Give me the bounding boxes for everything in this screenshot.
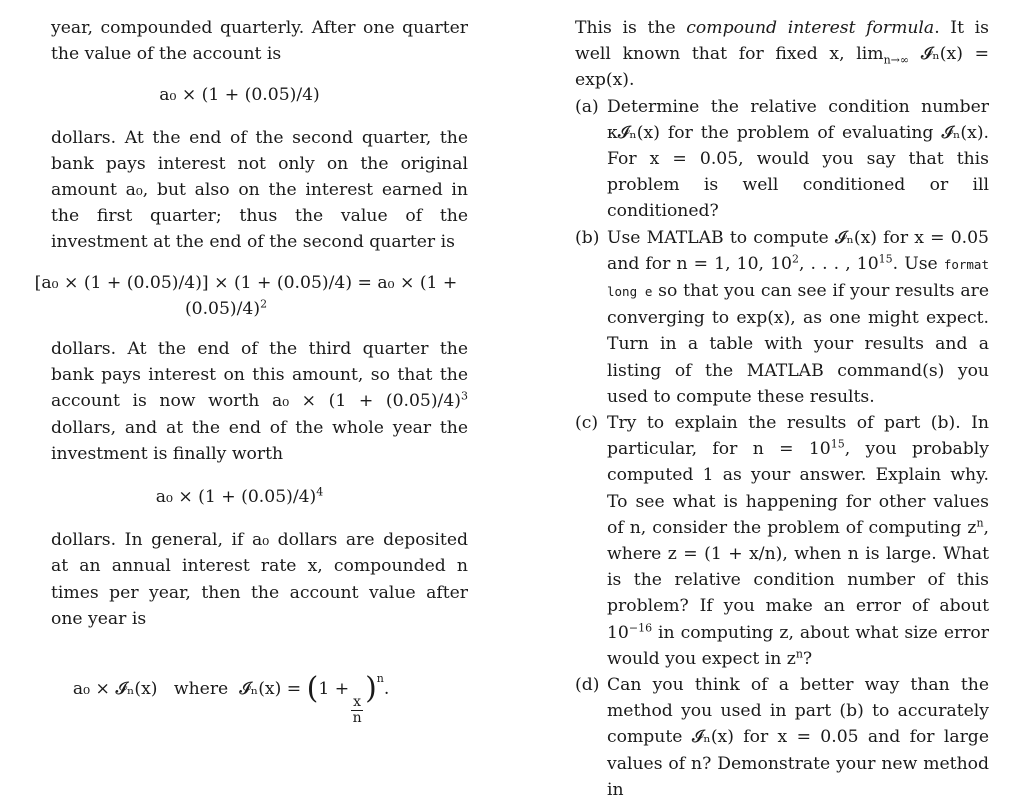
right-column: [575, 0, 989, 803]
paragraph-2: dollars. At the end of the second quarter, the bank pays interest not only on the original amount a₀, but also on the interest earned in the first quarter; thus the value of the investment at the end of the second quarter is: [51, 127, 468, 253]
equation-2: [21, 270, 471, 322]
exercise-item-d: (d) Can you think of a better way than the method you used in part (b) to accurately compute 𝓘ₙ(x) for x = 0.05 and for large values of n? Demonstrate your new method in: [575, 675, 989, 800]
equation-2-line-2: (0.05)/4)$^2$: [184, 297, 268, 319]
intro-paragraph: This is the compound interest formula. It is well known that for fixed x, $\lim_{n\to\infty}$ 𝓘ₙ(x) = exp(x).: [575, 18, 989, 91]
left-column: [34, 0, 468, 752]
exercise-item-b: (b) Use MATLAB to compute 𝓘ₙ(x) for x = 0.05 and for n = 1, 10, $10^2$, . . . , $10^{15}$. Use format long e so that you can see if your results are converging to exp(x), as one might expect. Turn in a table with your results and a listing of the MATLAB command(s) you used to compute these results.: [575, 227, 989, 407]
equation-4: a₀ × 𝓘ₙ(x) where 𝓘ₙ(x) = (1 + $\frac{x}{n}$ )$^n$.: [72, 671, 390, 727]
exercise-item-a: (a) Determine the relative condition number κ𝓘ₙ(x) for the problem of evaluating 𝓘ₙ(x). For x = 0.05, would you say that this problem is well conditioned or ill conditioned?: [575, 96, 989, 222]
fraction: $\frac{x}{n}$: [352, 694, 362, 727]
paragraph-4: dollars. In general, if a₀ dollars are deposited at an annual interest rate x, compounded n times per year, then the account value after one year is: [51, 530, 468, 629]
exercise-item-c: (c) Try to explain the results of part (b). In particular, for $n = 10^{15}$, you probably computed 1 as your answer. Explain why. To see what is happening for other values of n, consider the problem of computing $z^n$, where z = (1 + x/n), when n is large. What is the relative condition number of this problem? If you make an error of about $10^{-16}$ in computing z, about what size error would you expect in $z^n$?: [575, 413, 990, 669]
equation-3: $a_0 \times (1 + (0.05)/4)^4$: [155, 485, 324, 508]
paragraph-1: year, compounded quarterly. After one quarter the value of the account is: [51, 18, 468, 65]
code-format-long-e: format long e: [607, 256, 989, 300]
equation-1: a₀ × (1 + (0.05)/4): [159, 85, 320, 106]
equation-2-line-1: [a₀ × (1 + (0.05)/4)] × (1 + (0.05)/4) = a₀ × (1 +: [34, 272, 458, 293]
paragraph-3: dollars. At the end of the third quarter the bank pays interest on this amount, so that the account is now worth $a_0 \times (1 + (0.05)/4)^3$ dollars, and at the end of the whole year the investment is finally worth: [51, 339, 468, 464]
